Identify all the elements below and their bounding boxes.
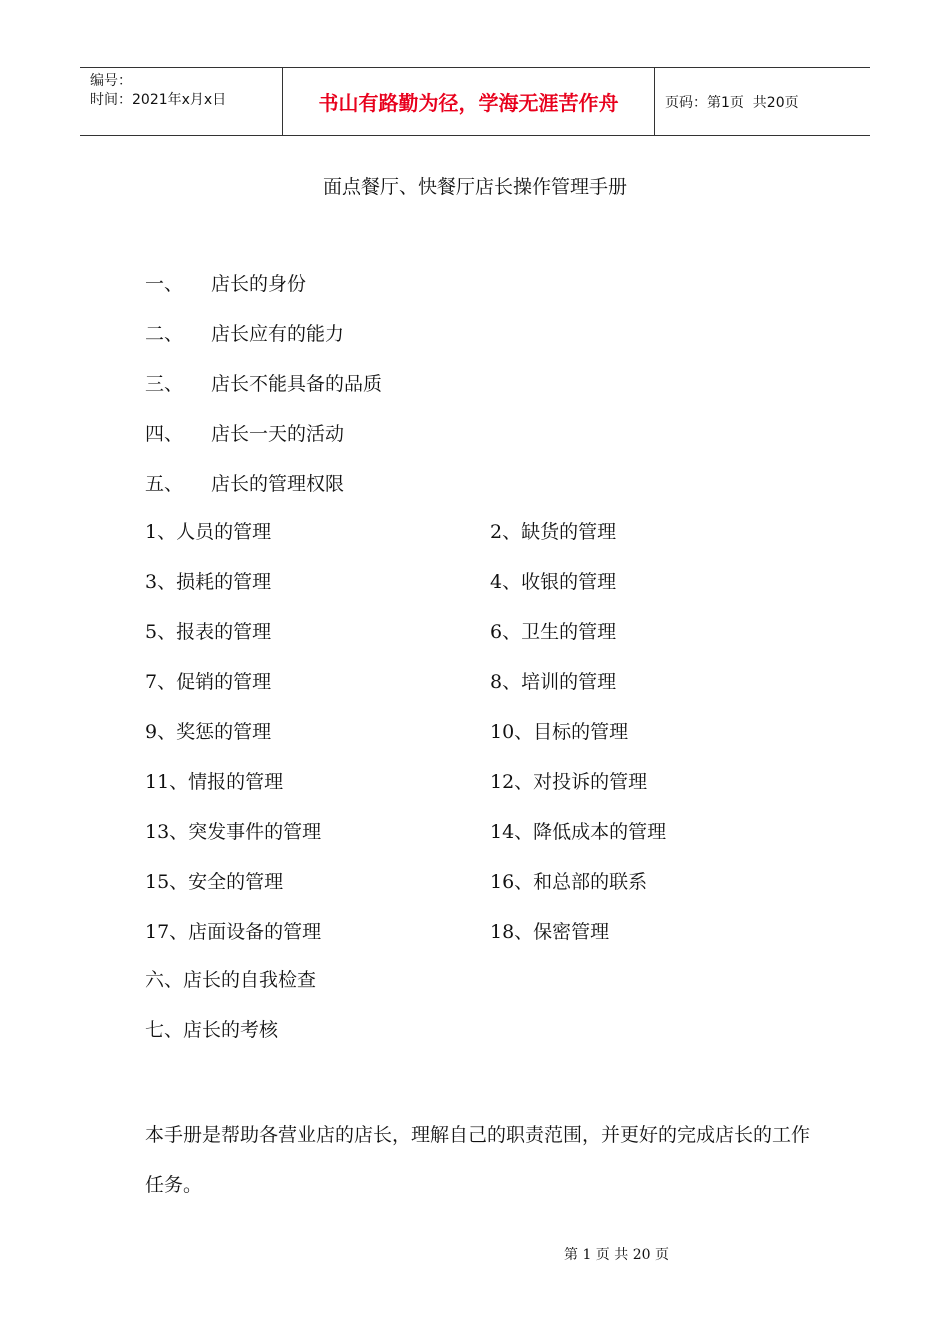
sub-item: 7、促销的管理 (145, 671, 272, 693)
sub-item-row (145, 716, 666, 766)
sub-item-row (145, 816, 666, 866)
sub-item: 8、培训的管理 (490, 671, 617, 693)
table-of-contents (145, 268, 382, 518)
toc-item-number: 二、 (145, 323, 184, 345)
toc-item: 六、店长的自我检查 (145, 969, 317, 991)
toc-item: 七、店长的考核 (145, 1019, 279, 1041)
header-left-cell (80, 68, 282, 135)
sub-item: 16、和总部的联系 (490, 871, 648, 893)
sub-item: 13、突发事件的管理 (145, 821, 322, 843)
sub-item: 12、对投诉的管理 (490, 771, 648, 793)
toc-item (145, 418, 382, 468)
sub-item-row (145, 866, 666, 916)
toc-item (145, 368, 382, 418)
toc-item-number: 三、 (145, 373, 184, 395)
header-motto: 书山有路勤为径，学海无涯苦作舟 (282, 68, 655, 135)
sub-item: 9、奖惩的管理 (145, 721, 272, 743)
sub-item-row (145, 916, 666, 966)
sub-item: 4、收银的管理 (490, 571, 617, 593)
sub-item-row (145, 566, 666, 616)
page-footer: 第 1 页 共 20 页 (564, 1247, 669, 1263)
document-title: 面点餐厅、快餐厅店长操作管理手册 (322, 176, 627, 198)
sub-item: 18、保密管理 (490, 921, 610, 943)
sub-item-row (145, 616, 666, 666)
document-number-label: 编号： (90, 73, 132, 89)
sub-item: 17、店面设备的管理 (145, 921, 322, 943)
toc-tail (145, 964, 316, 1064)
page-header (80, 67, 870, 136)
toc-item-text: 店长不能具备的品质 (211, 373, 383, 395)
sub-item: 6、卫生的管理 (490, 621, 617, 643)
sub-item-row (145, 516, 666, 566)
header-page-info: 页码：第1页 共20页 (665, 94, 799, 111)
toc-item-text: 店长的身份 (211, 273, 307, 295)
toc-item-text: 店长应有的能力 (211, 323, 345, 345)
sub-item: 5、报表的管理 (145, 621, 272, 643)
toc-item-number: 一、 (145, 273, 184, 295)
intro-paragraph: 本手册是帮助各营业店的店长，理解自己的职责范围，并更好的完成店长的工作任务。 (145, 1124, 811, 1196)
toc-item-number: 五、 (145, 473, 184, 495)
toc-item (145, 268, 382, 318)
sub-item: 15、安全的管理 (145, 871, 284, 893)
management-sub-items (145, 516, 666, 966)
sub-item-row (145, 666, 666, 716)
header-page-info-cell (655, 68, 870, 135)
sub-item: 1、人员的管理 (145, 521, 272, 543)
document-date: 时间：2021年x月x日 (90, 92, 227, 108)
toc-item (145, 318, 382, 368)
sub-item: 11、情报的管理 (145, 771, 284, 793)
sub-item: 3、损耗的管理 (145, 571, 272, 593)
sub-item: 10、目标的管理 (490, 721, 629, 743)
toc-item-text: 店长一天的活动 (211, 423, 345, 445)
sub-item: 14、降低成本的管理 (490, 821, 667, 843)
toc-item-number: 四、 (145, 423, 184, 445)
sub-item-row (145, 766, 666, 816)
toc-item (145, 468, 382, 518)
toc-item-text: 店长的管理权限 (211, 473, 345, 495)
sub-item: 2、缺货的管理 (490, 521, 617, 543)
